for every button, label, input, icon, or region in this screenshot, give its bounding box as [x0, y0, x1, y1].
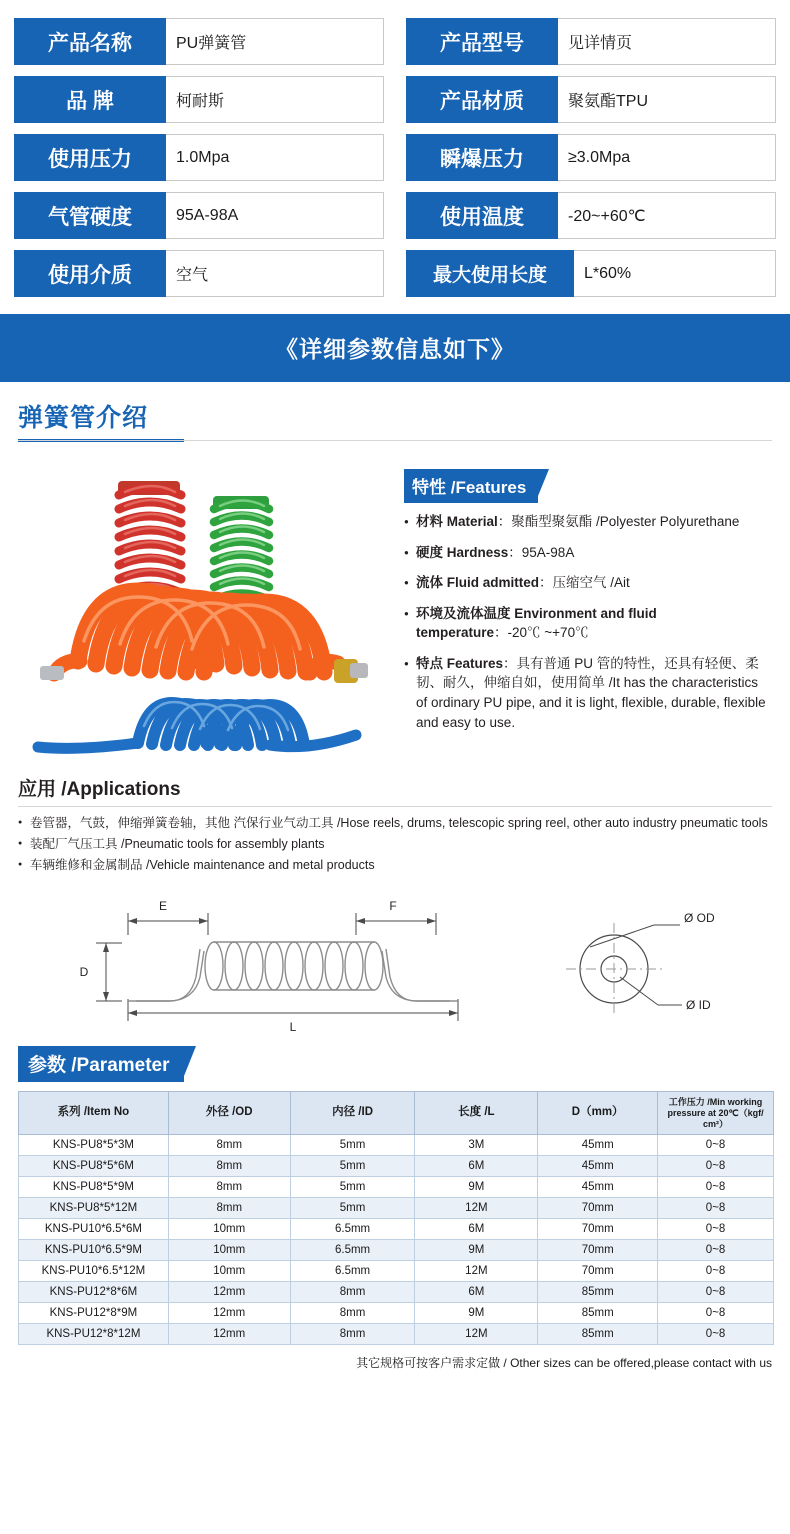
spec-value: 1.0Mpa — [166, 134, 384, 181]
feature-item — [404, 512, 772, 532]
section-header — [0, 382, 790, 434]
cell-pressure: 0~8 — [658, 1177, 774, 1198]
spec-label: 气管硬度 — [14, 192, 166, 239]
table-row — [19, 1303, 774, 1324]
cell-length: 9M — [415, 1303, 538, 1324]
cell-length: 6M — [415, 1219, 538, 1240]
spec-row — [406, 134, 776, 181]
spec-value: 柯耐斯 — [166, 76, 384, 123]
cell-id: 6.5mm — [290, 1240, 415, 1261]
table-row — [19, 1177, 774, 1198]
spec-value: PU弹簧管 — [166, 18, 384, 65]
dimension-drawing — [18, 891, 772, 1031]
feature-label: 环境及流体温度 Environment and fluid temperature — [416, 605, 657, 641]
table-footnote: 其它规格可按客户需求定做 / Other sizes can be offered,please contact with us — [356, 1356, 772, 1371]
cell-d: 70mm — [538, 1261, 658, 1282]
cell-d: 85mm — [538, 1282, 658, 1303]
cell-length: 9M — [415, 1177, 538, 1198]
cell-d: 70mm — [538, 1240, 658, 1261]
cell-pressure: 0~8 — [658, 1135, 774, 1156]
technical-diagram — [0, 877, 790, 1042]
cell-od: 12mm — [168, 1303, 290, 1324]
cell-item-no: KNS-PU12*8*6M — [19, 1282, 169, 1303]
pressure-line-2: pressure at 20℃（kgf/ — [667, 1107, 764, 1118]
table-row — [19, 1198, 774, 1219]
cell-item-no: KNS-PU8*5*6M — [19, 1156, 169, 1177]
column-header-item-no: 系列 /Item No — [19, 1092, 169, 1135]
feature-item — [404, 573, 772, 593]
feature-value: ：压缩空气 /Ait — [539, 575, 630, 591]
diagram-label-id: Ø ID — [686, 998, 711, 1013]
cell-d: 45mm — [538, 1177, 658, 1198]
cell-item-no: KNS-PU10*6.5*9M — [19, 1240, 169, 1261]
cell-length: 6M — [415, 1156, 538, 1177]
spec-label: 产品型号 — [406, 18, 558, 65]
cell-od: 12mm — [168, 1324, 290, 1345]
spec-row — [406, 18, 776, 65]
cell-id: 8mm — [290, 1324, 415, 1345]
pressure-line-1: 工作压力 /Min working — [668, 1097, 763, 1108]
spec-value: 95A-98A — [166, 192, 384, 239]
cell-item-no: KNS-PU8*5*12M — [19, 1198, 169, 1219]
features-list — [404, 512, 772, 732]
table-row — [19, 1261, 774, 1282]
feature-value: ：95A-98A — [508, 544, 575, 560]
applications-title: 应用 /Applications — [18, 779, 181, 800]
features-title: 特性 /Features — [404, 469, 538, 503]
feature-value: ：-20℃ ~+70℃ — [494, 625, 589, 641]
section-title: 弹簧管介绍 — [18, 404, 149, 432]
cell-pressure: 0~8 — [658, 1156, 774, 1177]
cell-item-no: KNS-PU10*6.5*12M — [19, 1261, 169, 1282]
intro-block — [0, 441, 790, 766]
cell-item-no: KNS-PU8*5*3M — [19, 1135, 169, 1156]
cell-od: 8mm — [168, 1177, 290, 1198]
column-header-length: 长度 /L — [415, 1092, 538, 1135]
spec-row — [14, 18, 384, 65]
features-block — [404, 451, 772, 766]
cell-pressure: 0~8 — [658, 1303, 774, 1324]
column-header-d: D（mm） — [538, 1092, 658, 1135]
table-header-row — [19, 1092, 774, 1135]
diagram-label-f: F — [389, 899, 397, 914]
cell-d: 45mm — [538, 1135, 658, 1156]
cell-pressure: 0~8 — [658, 1219, 774, 1240]
cell-length: 12M — [415, 1261, 538, 1282]
cell-d: 70mm — [538, 1219, 658, 1240]
table-row — [19, 1156, 774, 1177]
features-title-wrap — [404, 469, 538, 503]
spec-row — [14, 134, 384, 181]
column-header-od: 外径 /OD — [168, 1092, 290, 1135]
feature-label: 流体 Fluid admitted — [416, 575, 539, 591]
applications-list — [18, 814, 772, 874]
spec-row — [406, 192, 776, 239]
feature-value: ：聚酯型聚氨酯 /Polyester Polyurethane — [497, 514, 740, 529]
cell-d: 45mm — [538, 1156, 658, 1177]
cell-item-no: KNS-PU12*8*12M — [19, 1324, 169, 1345]
cell-length: 12M — [415, 1324, 538, 1345]
parameter-header-wrap — [0, 1042, 790, 1082]
table-row — [19, 1324, 774, 1345]
feature-label: 特点 Features — [416, 655, 504, 671]
cell-length: 12M — [415, 1198, 538, 1219]
cell-id: 5mm — [290, 1198, 415, 1219]
spec-label: 使用介质 — [14, 250, 166, 297]
column-header-id: 内径 /ID — [290, 1092, 415, 1135]
applications-block — [0, 766, 790, 874]
cell-od: 12mm — [168, 1282, 290, 1303]
cell-d: 70mm — [538, 1198, 658, 1219]
cell-item-no: KNS-PU12*8*9M — [19, 1303, 169, 1324]
applications-divider — [18, 806, 772, 807]
spec-value: 空气 — [166, 250, 384, 297]
table-row — [19, 1135, 774, 1156]
application-item: ● 装配厂气压工具 /Pneumatic tools for assembly plants — [18, 835, 772, 853]
feature-value: ：具有普通 PU 管的特性，还具有轻便、柔韧、耐久，伸缩自如，使用简单 /It has the characteristics of ordinary PU pipe, and it is light, flexible, durable, flexible and easy to use. — [416, 655, 766, 730]
cell-length: 9M — [415, 1240, 538, 1261]
spec-label: 产品名称 — [14, 18, 166, 65]
cell-od: 10mm — [168, 1219, 290, 1240]
cell-id: 8mm — [290, 1282, 415, 1303]
cell-item-no: KNS-PU10*6.5*6M — [19, 1219, 169, 1240]
table-row — [19, 1282, 774, 1303]
cell-od: 10mm — [168, 1261, 290, 1282]
cell-od: 8mm — [168, 1156, 290, 1177]
diagram-label-e: E — [158, 899, 168, 914]
cell-id: 8mm — [290, 1303, 415, 1324]
product-photo — [18, 451, 394, 766]
parameter-title: 参数 /Parameter — [18, 1046, 184, 1082]
application-item: ● 车辆维修和金属制品 /Vehicle maintenance and metal products — [18, 856, 772, 874]
diagram-label-d: D — [79, 965, 89, 980]
feature-item — [404, 543, 772, 563]
feature-item — [404, 604, 772, 643]
spec-label: 使用温度 — [406, 192, 558, 239]
cell-d: 85mm — [538, 1303, 658, 1324]
cell-id: 6.5mm — [290, 1219, 415, 1240]
cell-id: 6.5mm — [290, 1261, 415, 1282]
spec-value: L*60% — [574, 250, 776, 297]
cell-pressure: 0~8 — [658, 1282, 774, 1303]
cell-id: 5mm — [290, 1156, 415, 1177]
spec-value: ≥3.0Mpa — [558, 134, 776, 181]
table-row — [19, 1219, 774, 1240]
cell-length: 3M — [415, 1135, 538, 1156]
spec-row — [14, 192, 384, 239]
spec-label: 品 牌 — [14, 76, 166, 123]
spec-row — [406, 76, 776, 123]
cell-id: 5mm — [290, 1177, 415, 1198]
cell-item-no: KNS-PU8*5*9M — [19, 1177, 169, 1198]
spec-value: 聚氨酯TPU — [558, 76, 776, 123]
spec-row — [14, 250, 384, 297]
table-row — [19, 1240, 774, 1261]
spec-label: 使用压力 — [14, 134, 166, 181]
diagram-label-od: Ø OD — [684, 911, 715, 926]
cell-od: 8mm — [168, 1135, 290, 1156]
column-header-pressure — [658, 1092, 774, 1135]
cell-length: 6M — [415, 1282, 538, 1303]
cell-pressure: 0~8 — [658, 1198, 774, 1219]
feature-label: 材料 Material — [416, 514, 498, 529]
cell-d: 85mm — [538, 1324, 658, 1345]
cell-od: 8mm — [168, 1198, 290, 1219]
parameter-table — [18, 1091, 774, 1345]
feature-label: 硬度 Hardness — [416, 544, 509, 560]
spec-label: 瞬爆压力 — [406, 134, 558, 181]
cell-pressure: 0~8 — [658, 1261, 774, 1282]
cell-pressure: 0~8 — [658, 1240, 774, 1261]
spec-value: -20~+60℃ — [558, 192, 776, 239]
cell-od: 10mm — [168, 1240, 290, 1261]
cell-pressure: 0~8 — [658, 1324, 774, 1345]
spec-label: 最大使用长度 — [406, 250, 574, 297]
spec-row — [14, 76, 384, 123]
feature-item — [404, 654, 772, 732]
spec-label: 产品材质 — [406, 76, 558, 123]
cell-id: 5mm — [290, 1135, 415, 1156]
detail-banner: 《详细参数信息如下》 — [0, 314, 790, 382]
specification-grid — [0, 0, 790, 305]
spec-row — [406, 250, 776, 297]
spec-value: 见详情页 — [558, 18, 776, 65]
application-item: ● 卷管器，气鼓，伸缩弹簧卷轴，其他 汽保行业气动工具 /Hose reels, drums, telescopic spring reel, other auto industry pneumatic tools — [18, 814, 772, 832]
diagram-label-l: L — [289, 1020, 297, 1032]
pressure-line-3: cm²） — [703, 1118, 729, 1129]
product-photo-illustration — [18, 451, 394, 766]
